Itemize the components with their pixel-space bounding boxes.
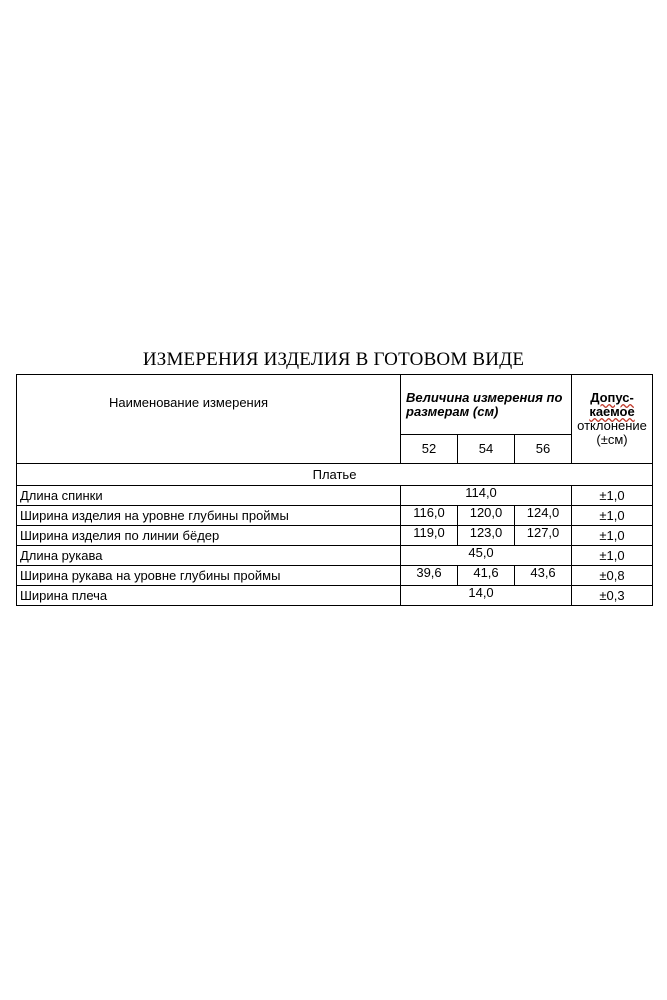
- row-tolerance: ±0,3: [572, 586, 653, 606]
- row-merged-value: 14,0: [401, 586, 572, 606]
- row-tolerance: ±1,0: [572, 506, 653, 526]
- document-title: ИЗМЕРЕНИЯ ИЗДЕЛИЯ В ГОТОВОМ ВИДЕ: [142, 349, 525, 370]
- row-value-56: 43,6: [515, 566, 572, 586]
- header-name-cell: [17, 375, 401, 464]
- row-value-56: 124,0: [515, 506, 572, 526]
- row-tolerance: ±0,8: [572, 566, 653, 586]
- row-value-56: 127,0: [515, 526, 572, 546]
- header-name-label: Наименование измерения: [108, 395, 269, 410]
- section-row: [17, 464, 653, 486]
- table-row: [17, 566, 653, 586]
- table-row: [17, 506, 653, 526]
- size-56-header: 56: [515, 435, 572, 464]
- header-tolerance-cell: [572, 375, 653, 464]
- row-name: Ширина изделия по линии бёдер: [17, 526, 401, 546]
- size-54-header: 54: [458, 435, 515, 464]
- row-name: Длина рукава: [17, 546, 401, 566]
- row-merged-value: 45,0: [401, 546, 572, 566]
- size-52-header: 52: [401, 435, 458, 464]
- tolerance-label-line4: (±см): [596, 432, 628, 447]
- row-value-54: 123,0: [458, 526, 515, 546]
- section-label: Платье: [17, 464, 653, 486]
- table-row: [17, 486, 653, 506]
- row-tolerance: ±1,0: [572, 546, 653, 566]
- tolerance-label-line1: Допус-: [590, 390, 634, 405]
- table-row: [17, 546, 653, 566]
- row-name: Ширина рукава на уровне глубины проймы: [17, 566, 401, 586]
- row-tolerance: ±1,0: [572, 486, 653, 506]
- row-value-52: 39,6: [401, 566, 458, 586]
- row-value-52: 116,0: [401, 506, 458, 526]
- row-name: Ширина плеча: [17, 586, 401, 606]
- row-value-54: 120,0: [458, 506, 515, 526]
- measurements-table: [16, 374, 653, 606]
- row-name: Длина спинки: [17, 486, 401, 506]
- tolerance-label-line3: отклонение: [577, 418, 647, 433]
- header-size-group-cell: Величина измерения по размерам (см): [401, 375, 572, 435]
- row-merged-value: 114,0: [401, 486, 572, 506]
- row-tolerance: ±1,0: [572, 526, 653, 546]
- header-row: [17, 375, 653, 435]
- table-row: [17, 526, 653, 546]
- tolerance-label-line2: каемое: [589, 404, 635, 419]
- row-value-54: 41,6: [458, 566, 515, 586]
- row-name: Ширина изделия на уровне глубины проймы: [17, 506, 401, 526]
- row-value-52: 119,0: [401, 526, 458, 546]
- table-row: [17, 586, 653, 606]
